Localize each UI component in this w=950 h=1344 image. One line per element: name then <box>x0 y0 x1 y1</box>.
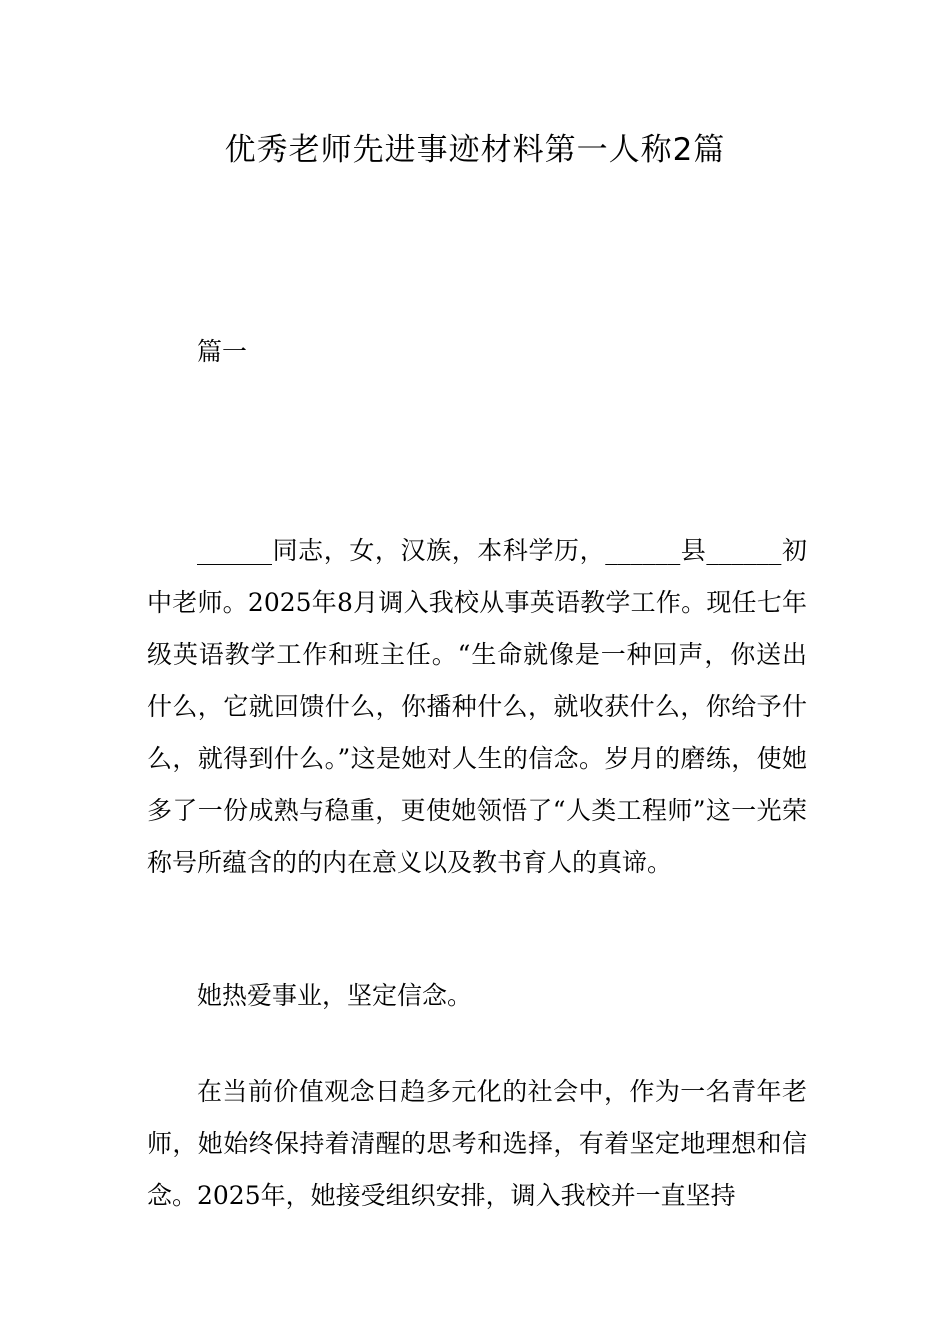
paragraph-intro: ______同志，女，汉族，本科学历，______县______初中老师。2025年8月调入我校从事英语教学工作。现任七年级英语教学工作和班主任。“生命就像是一种回声，你送出什么，它就回馈什么，你播种什么，就收获什么，你给予什么，就得到什么。”这是她对人生的信念。岁月的磨练，使她多了一份成熟与稳重，更使她领悟了“人类工程师”这一光荣称号所蕴含的的内在意义以及教书育人的真谛。 <box>147 536 807 877</box>
section-label: 篇一 <box>197 337 248 366</box>
paragraph-values: 在当前价值观念日趋多元化的社会中，作为一名青年老师，她始终保持着清醒的思考和选择，有着坚定地理想和信念。2025年，她接受组织安排，调入我校并一直坚持 <box>147 1077 807 1210</box>
paragraph-heading-belief: 她热爱事业，坚定信念。 <box>197 981 473 1010</box>
document-title: 优秀老师先进事迹材料第一人称2篇 <box>224 132 726 168</box>
